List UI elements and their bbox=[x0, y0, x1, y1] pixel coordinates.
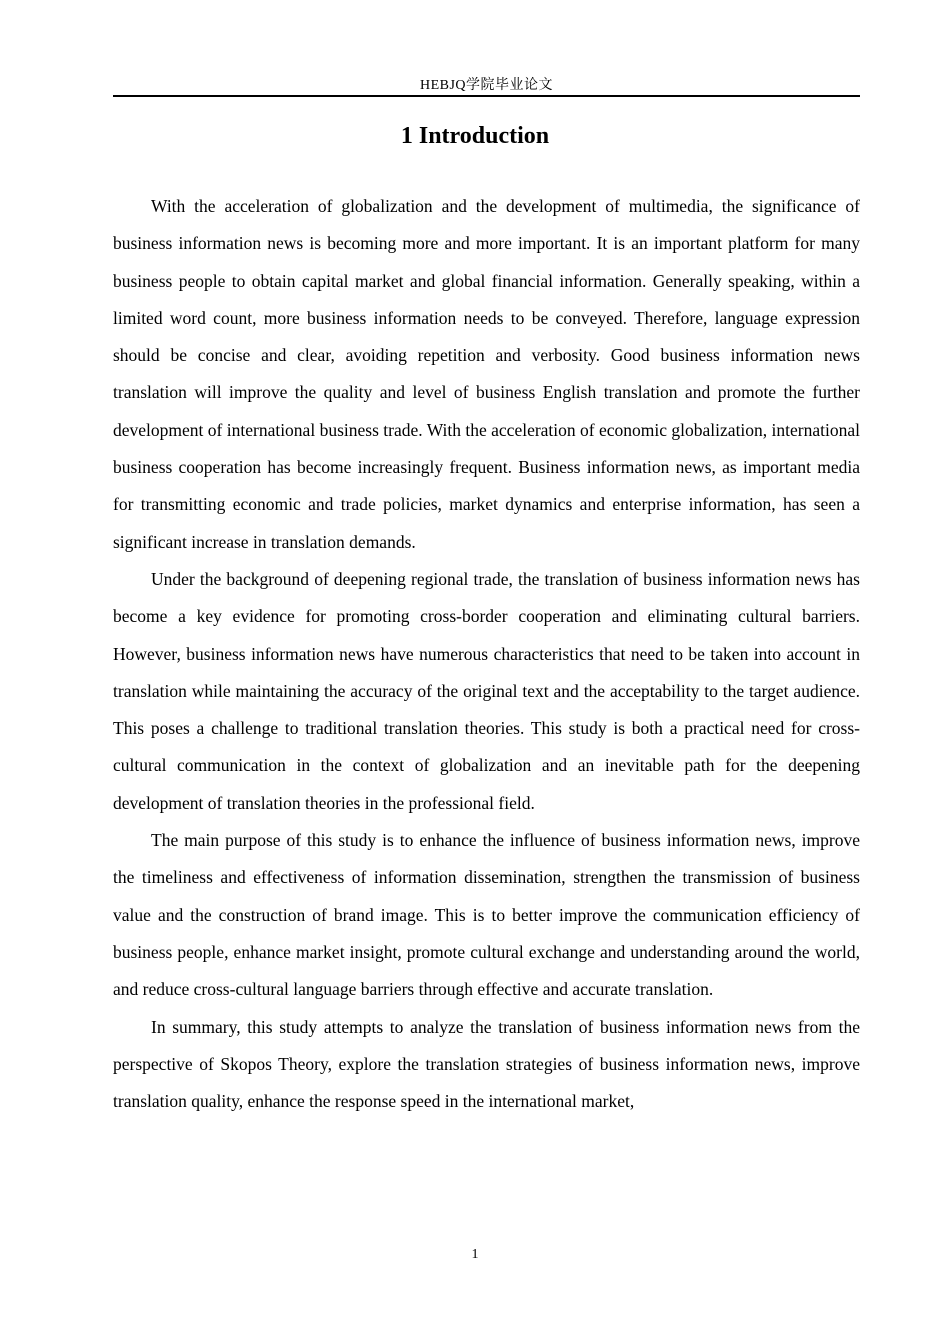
section-title: 1 Introduction bbox=[400, 123, 550, 149]
header-divider-line bbox=[113, 95, 860, 97]
paragraph: The main purpose of this study is to enhance the influence of business information news, improve the timeliness and effectiveness of information dissemination, strengthen the transmission of business value and the construction of brand image. This is to better improve the communication efficiency of business people, enhance market insight, promote cultural exchange and understanding around the world, and reduce cross-cultural language barriers through effective and accurate translation. bbox=[113, 830, 860, 1000]
body-text bbox=[113, 188, 860, 1120]
running-header: HEBJQ学院毕业论文 bbox=[419, 78, 554, 93]
page-number: 1 bbox=[471, 1247, 479, 1262]
paragraph: In summary, this study attempts to analyze the translation of business information news from the perspective of Skopos Theory, explore the translation strategies of business information news, improve translation quality, enhance the response speed in the international market, bbox=[113, 1016, 860, 1112]
paragraph: With the acceleration of globalization and the development of multimedia, the significance of business information news is becoming more and more important. It is an important platform for many business people to obtain capital market and global financial information. Generally speaking, within a limited word count, more business information needs to be conveyed. Therefore, language expression should be concise and clear, avoiding repetition and verbosity. Good business information news translation will improve the quality and level of business English translation and promote the further development of international business trade. With the acceleration of economic globalization, international business cooperation has become increasingly frequent. Business information news, as important media for transmitting economic and trade policies, market dynamics and enterprise information, has seen a significant increase in translation demands. bbox=[113, 196, 860, 552]
paragraph: Under the background of deepening regional trade, the translation of business information news has become a key evidence for promoting cross-border cooperation and eliminating cultural barriers. However, business information news have numerous characteristics that need to be taken into account in translation while maintaining the accuracy of the original text and the acceptability to the target audience. This poses a challenge to traditional translation theories. This study is both a practical need for cross-cultural communication in the context of globalization and an inevitable path for the deepening development of translation theories in the professional field. bbox=[113, 568, 860, 813]
